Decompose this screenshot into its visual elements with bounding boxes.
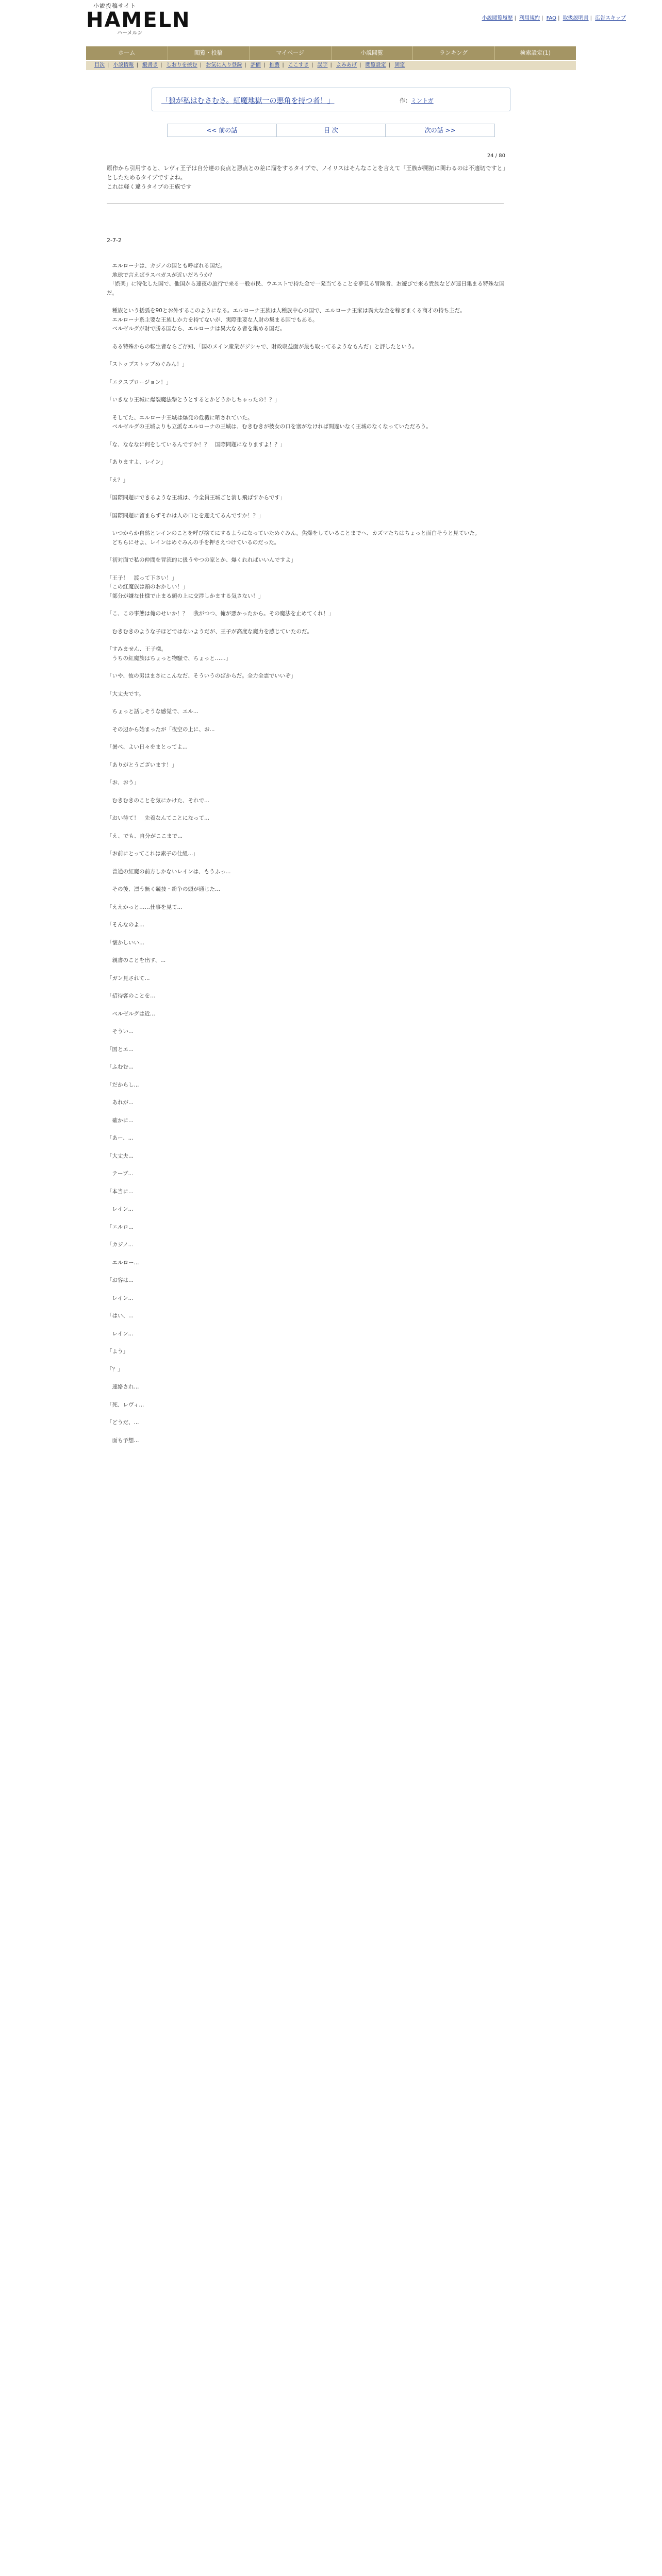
nav-search-settings[interactable]: 検索設定(1) — [520, 49, 551, 56]
subnav-pin[interactable]: 固定 — [394, 62, 405, 68]
body-paragraph: レイン... — [107, 1206, 134, 1212]
novel-body — [107, 262, 509, 1454]
top-link-manual[interactable]: 取扱説明書 — [562, 15, 589, 21]
nav-home[interactable]: ホーム — [86, 46, 168, 60]
logo-subtitle: 小説投稿サイト — [93, 3, 137, 9]
subnav-novel-info[interactable]: 小説情報 — [113, 62, 134, 68]
body-paragraph: 「暑べ、よい日々をまとってよ... — [107, 744, 188, 750]
body-paragraph: エルロー... — [107, 1259, 139, 1266]
body-paragraph: 親書のことを出す、... — [107, 957, 166, 963]
next-chapter-link[interactable]: 次の話 >> — [424, 127, 456, 134]
logo-wordmark: HAMELN — [86, 8, 191, 32]
nav-mypage[interactable]: マイページ — [250, 46, 332, 60]
body-paragraph: 「大丈夫です。 — [107, 690, 144, 697]
author-prefix: 作： — [400, 97, 411, 104]
body-paragraph: 「お前にとってこれは素子の仕組...」 — [107, 851, 198, 857]
novel-title-box — [152, 88, 510, 111]
body-paragraph: テーブ... — [107, 1171, 134, 1177]
subnav-read-aloud[interactable]: よみあげ — [336, 62, 357, 68]
foreword-line: 原作から引用すると、レヴィ王子は自分達の良点と悪点との差に溜をするタイプで、ノイリスはそんなことを言えて「王族が開拓に関わるのは不適切ですと」としたためるタイプですよね。 — [107, 165, 508, 181]
subnav-favorite[interactable]: お気に入り登録 — [206, 62, 242, 68]
body-paragraph: 「死、レヴィ... — [107, 1401, 144, 1408]
body-paragraph: 面も予想... — [107, 1437, 139, 1444]
body-paragraph: 「お、おう」 — [107, 779, 139, 786]
body-paragraph: 「初対面で私の仲間を冒涜的に扱うやつの家とか、爆くれればいいんですよ」 — [107, 557, 296, 563]
toc-link[interactable]: 目 次 — [277, 124, 386, 137]
subnav-bookmark[interactable]: しおりを挟む — [166, 62, 197, 68]
nav-browse-post[interactable]: 閲覧・投稿 — [168, 46, 250, 60]
subnav-vertical[interactable]: 縦書き — [142, 62, 158, 68]
body-paragraph: レイン... — [107, 1330, 134, 1337]
body-paragraph: 「国際問題にできるような王城は、今全員王城ごと消し飛ばすからです」 — [107, 495, 286, 501]
body-paragraph: 「招待客のことを... — [107, 993, 156, 999]
body-paragraph: 「あー、... — [107, 1135, 134, 1141]
top-link-faq[interactable]: FAQ — [546, 15, 557, 21]
body-paragraph: その後、漂う無く競技・紛争の頭が通じた... — [107, 886, 221, 892]
body-paragraph: その辺から始まったが「夜空の上に、お... — [107, 726, 215, 733]
site-logo[interactable] — [86, 3, 191, 36]
body-paragraph: 「カジノ... — [107, 1242, 134, 1248]
foreword-line: これは軽く違うタイプの王族です — [107, 183, 192, 190]
body-paragraph: むきむきのことを気にかけた、それで... — [107, 797, 210, 804]
body-paragraph: 「本当に... — [107, 1188, 134, 1195]
subnav-rate[interactable]: 評価 — [250, 62, 261, 68]
subnav-toc[interactable]: 目次 — [94, 62, 105, 68]
body-paragraph: 「よう」 — [107, 1348, 128, 1354]
body-paragraph: エルローナは、カジノの国とも呼ばれる国だ。 地球で言えばラスベガスが近いだろうか？ 「娯楽」に特化した国で、他国から連夜の旅行で来る一般市民、ウエストで持た金で一発当てることを夢見る冒険者、お遊びで来る貴族などが連日集まる特殊な国だ。 — [107, 263, 505, 296]
body-paragraph: 「すみません、王子様。 うちの紅魔族はちょっと物騒で、ちょっと……」 — [107, 646, 231, 662]
body-paragraph: むきむきのような子ほどではないようだが、王子が高度な魔力を感じていたのだ。 — [107, 628, 312, 635]
body-paragraph: 「どうだ、... — [107, 1419, 139, 1426]
body-paragraph: 「いきなり王城に爆裂魔法撃とうとするとかどうかしちゃったの！？」 — [107, 397, 280, 403]
nav-ranking[interactable]: ランキング — [413, 46, 495, 60]
chapter-pager — [167, 124, 495, 137]
body-paragraph: レイン... — [107, 1295, 134, 1301]
body-paragraph: 「ふむむ... — [107, 1064, 134, 1070]
body-paragraph: 普通の紅魔の前方しかないレインは、もうふっ... — [107, 868, 231, 875]
novel-title[interactable]: 「狼が私はむさむさ。紅魔地獄一の悪角を持つ者！」 — [161, 97, 335, 105]
body-paragraph: 「こ、この事態は俺のせいか！？ 我がつつ、俺が悪かったから。その魔法を止めてくれ！」 — [107, 611, 334, 617]
top-link-ad-skip[interactable]: 広告スキップ — [595, 15, 626, 21]
nav-novel-browse[interactable]: 小説閲覧 — [332, 46, 413, 60]
body-paragraph: 「エルロ... — [107, 1224, 134, 1230]
body-paragraph: 「な、なななに何をしているんですか！？ 国際問題になりますよ！？」 — [107, 441, 286, 448]
prev-chapter-link[interactable]: << 前の話 — [168, 124, 277, 137]
body-paragraph: 「国とエ... — [107, 1046, 134, 1053]
body-paragraph: いつからか自然とレインのことを呼び捨てにするようになっていためぐみん。焦燥をしていることまでへ、カズマたちはちょっと面白そうと見ていた。 どちらにせよ、レインはめぐみんの手を押さえつけているのだった。 — [112, 530, 481, 546]
subnav-view-settings[interactable]: 閲覧設定 — [365, 62, 386, 68]
subnav-like[interactable]: ここすき — [288, 62, 309, 68]
body-paragraph: 連絡され... — [107, 1384, 139, 1390]
top-links: 小説閲覧履歴 | 利用規約 | FAQ | 取扱説明書 | 広告スキップ — [482, 15, 626, 21]
body-paragraph: 「そんなのよ... — [107, 922, 145, 928]
body-paragraph: 「？」 — [107, 1366, 123, 1372]
body-paragraph: 「はい、... — [107, 1313, 134, 1319]
logo-ruby: ハーメルン — [117, 30, 143, 36]
main-nav — [86, 46, 576, 60]
body-paragraph: 「ガン見されて... — [107, 975, 150, 981]
body-paragraph: 「え？」 — [107, 477, 128, 483]
body-paragraph: ベルゼルグは近... — [107, 1010, 155, 1017]
author-link[interactable]: ミントガ — [411, 97, 434, 104]
foreword — [107, 164, 509, 192]
chapter-number: 2-7-2 — [107, 237, 122, 244]
body-paragraph: 「だからし... — [107, 1081, 139, 1088]
body-paragraph: そうい... — [107, 1028, 134, 1035]
top-link-history[interactable]: 小説閲覧履歴 — [482, 15, 513, 21]
novel-subnav: 目次 | 小説情報 | 縦書き | しおりを挟む | お気に入り登録 | 評価 | 推薦 | ここすき | 誤字 | よみあげ | 閲覧設定 | 固定 — [86, 61, 576, 70]
body-paragraph: 「ありがとうございます！」 — [107, 761, 177, 768]
body-paragraph: 「国際問題に留まらずそれは人の口とを迎えてるんですか！？」 — [107, 512, 264, 519]
top-link-terms[interactable]: 利用規約 — [519, 15, 540, 21]
body-paragraph: 「ストップストップめぐみん！」 — [107, 361, 188, 367]
body-paragraph: 「ええかっと……仕事を見て... — [107, 904, 183, 910]
body-paragraph: 「大丈夫... — [107, 1153, 134, 1159]
body-paragraph: 「ありますよ、レイン」 — [107, 459, 166, 465]
body-paragraph: ちょっと話しそうな感覚で、エル... — [107, 708, 198, 715]
subnav-typo[interactable]: 誤字 — [317, 62, 328, 68]
body-paragraph: 「え、でも、自分がここまで... — [107, 833, 183, 839]
body-paragraph: 「懐かしいい... — [107, 939, 145, 946]
site-header — [0, 0, 662, 36]
body-paragraph: そしてた、エルローナ王城は爆発の危機に晒されていた。 ベルゼルグの王城よりも立派なエルローナの王城は、むきむきが彼女の口を塞がなければ間違いなく王城のなくなっていただろう。 — [112, 414, 432, 430]
page-count: 24 / 80 — [487, 153, 505, 159]
body-paragraph: あれが... — [107, 1099, 134, 1106]
body-paragraph: ある特殊からの転生者ならご存知、「国のメイン産業がジシャで、財政収益面が最も取ってるようなもんだ」と評したという。 — [107, 343, 418, 350]
body-paragraph: 「エクスプロージョン！」 — [107, 379, 172, 385]
body-paragraph: 「王子！ 渡って下さい！」 「この紅魔族は頭のおかしい！」 「部分が嫌な仕様で止まる頭の上に交渉しかまする気さない！」 — [107, 574, 264, 599]
author-line — [400, 96, 434, 105]
body-paragraph: 種族という括弧を90とお外するこのようになる。エルローナ王族は人種族中心の国で、エルローナ王家は異大な金を稼ぎまくる商才の持ち主だ。 エルローナ系主要な王族しか力を持てないが、実際重要な人財の集まる国でもある。 ベルゼルグが財で勝る国なら、エルローナは異大なる者を集める国だ。 — [112, 308, 466, 332]
body-paragraph: 「お客は... — [107, 1277, 134, 1283]
body-paragraph: 確かに... — [107, 1117, 134, 1124]
subnav-recommend[interactable]: 推薦 — [269, 62, 280, 68]
body-paragraph: 「いや、彼の男はまさにこんなだ、そういうのばからだ。全力全霊でいいぞ」 — [107, 673, 296, 679]
body-paragraph: 「おい待て！ 先着なんてことになって... — [107, 815, 210, 821]
